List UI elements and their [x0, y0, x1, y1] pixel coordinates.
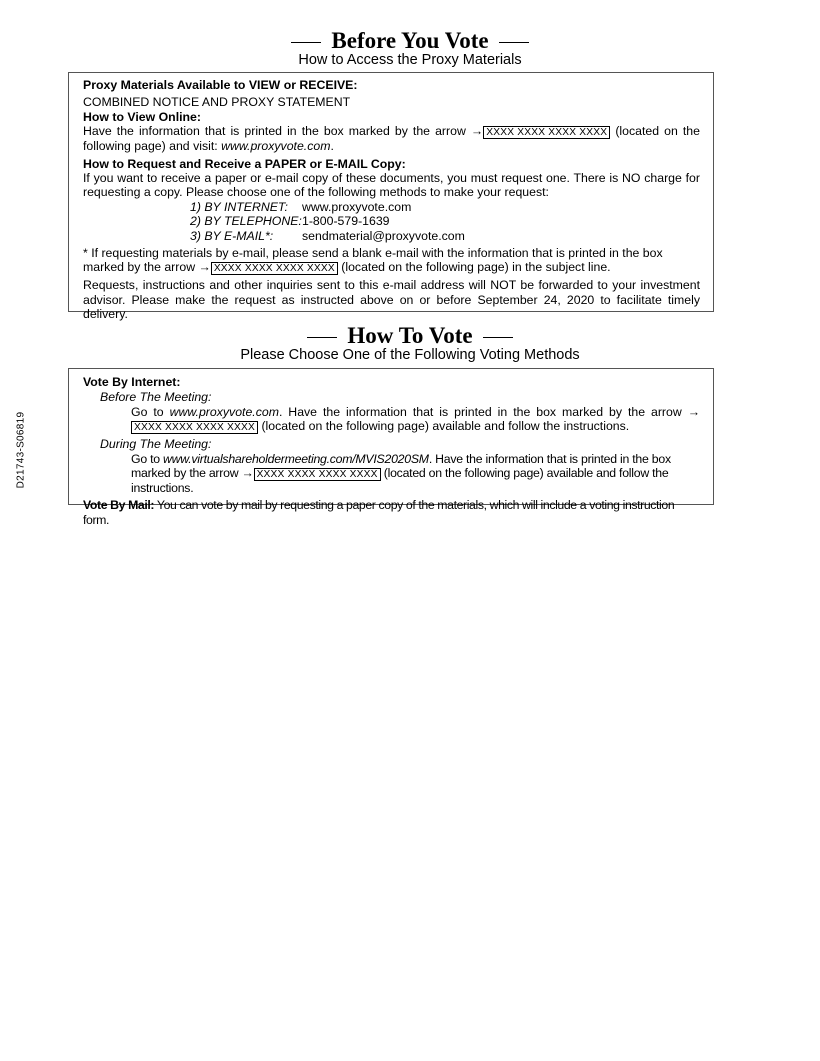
vote-by-mail-heading: Vote By Mail:	[83, 498, 155, 513]
before-meeting-url-link[interactable]: www.proxyvote.com	[169, 404, 279, 419]
control-number-box: XXXX XXXX XXXX XXXX	[211, 262, 338, 275]
arrow-icon: →	[687, 404, 701, 419]
how-to-vote-subtitle: Please Choose One of the Following Voting Methods	[240, 347, 580, 363]
control-number-box: XXXX XXXX XXXX XXXX	[483, 126, 610, 139]
forwarding-note: Requests, instructions and other inquiries sent to this e-mail address will NOT be forwarded to your investment advisor. Please make the request as instructed above on or before September 24, 2020 to facilitate timely delivery.	[83, 278, 700, 322]
view-url-link[interactable]: www.proxyvote.com	[221, 139, 331, 154]
request-copy-heading: How to Request and Receive a PAPER or E-MAIL Copy:	[83, 156, 406, 171]
title-rule-left	[291, 42, 321, 43]
arrow-icon: →	[198, 260, 211, 275]
request-method-email: 3) BY E-MAIL*: sendmaterial@proxyvote.com	[190, 228, 465, 243]
during-meeting-text: Go to www.virtualshareholdermeeting.com/MVIS2020SM. Have the information that is printed in the box marked by the arrow → XXXX XXXX XXXX XXXX (located on the following page) available and follow the instructions.	[131, 451, 671, 496]
during-meeting-label: During The Meeting:	[100, 437, 212, 452]
vote-by-internet-heading: Vote By Internet:	[83, 375, 181, 389]
control-number-box: XXXX XXXX XXXX XXXX	[254, 468, 381, 481]
before-title-text: Before You Vote	[331, 28, 489, 53]
how-title-text: How To Vote	[347, 323, 473, 348]
before-you-vote-subtitle: How to Access the Proxy Materials	[298, 52, 522, 68]
materials-document-list: COMBINED NOTICE AND PROXY STATEMENT	[83, 95, 351, 110]
request-copy-text: If you want to receive a paper or e-mail copy of these documents, you must request one. There is NO charge for requesting a copy. Please choose one of the following methods to make your request:	[83, 171, 700, 200]
arrow-icon: →	[241, 466, 254, 481]
title-rule-right	[499, 42, 529, 43]
control-number-box: XXXX XXXX XXXX XXXX	[131, 421, 258, 434]
request-method-internet: 1) BY INTERNET: www.proxyvote.com	[190, 199, 412, 214]
arrow-icon: →	[470, 124, 484, 139]
document-code: D21743-S06819	[15, 411, 27, 489]
request-email-link[interactable]: sendmaterial@proxyvote.com	[302, 228, 465, 243]
vote-by-mail-text: Vote By Mail: You can vote by mail by requesting a paper copy of the materials, which will include a voting instruction form.	[83, 498, 675, 527]
before-meeting-text: Go to www.proxyvote.com. Have the information that is printed in the box marked by the arrow →XXXX XXXX XXXX XXXX (located on the following page) available and follow the instructions.	[131, 404, 701, 434]
voting-methods-box	[68, 368, 714, 527]
request-internet-link[interactable]: www.proxyvote.com	[302, 199, 412, 214]
before-meeting-label: Before The Meeting:	[100, 390, 212, 405]
request-method-telephone: 2) BY TELEPHONE: 1-800-579-1639	[190, 214, 390, 229]
materials-heading: Proxy Materials Available to VIEW or RECEIVE:	[83, 78, 358, 92]
proxy-materials-box	[68, 72, 714, 322]
view-online-text: Have the information that is printed in the box marked by the arrow → XXXX XXXX XXXX XXXX (located on the following page) and visit: www.proxyvote.com.	[83, 124, 700, 154]
title-rule-left	[307, 337, 337, 338]
during-meeting-url-link[interactable]: www.virtualshareholdermeeting.com/MVIS2020SM	[163, 451, 429, 466]
view-online-heading: How to View Online:	[83, 109, 201, 124]
title-rule-right	[483, 337, 513, 338]
request-telephone-number[interactable]: 1-800-579-1639	[302, 214, 390, 229]
email-request-note: * If requesting materials by e-mail, please send a blank e-mail with the information that is printed in the box marked by the arrow → XXXX XXXX XXXX XXXX (located on the following page) in the subject line.	[83, 246, 663, 275]
